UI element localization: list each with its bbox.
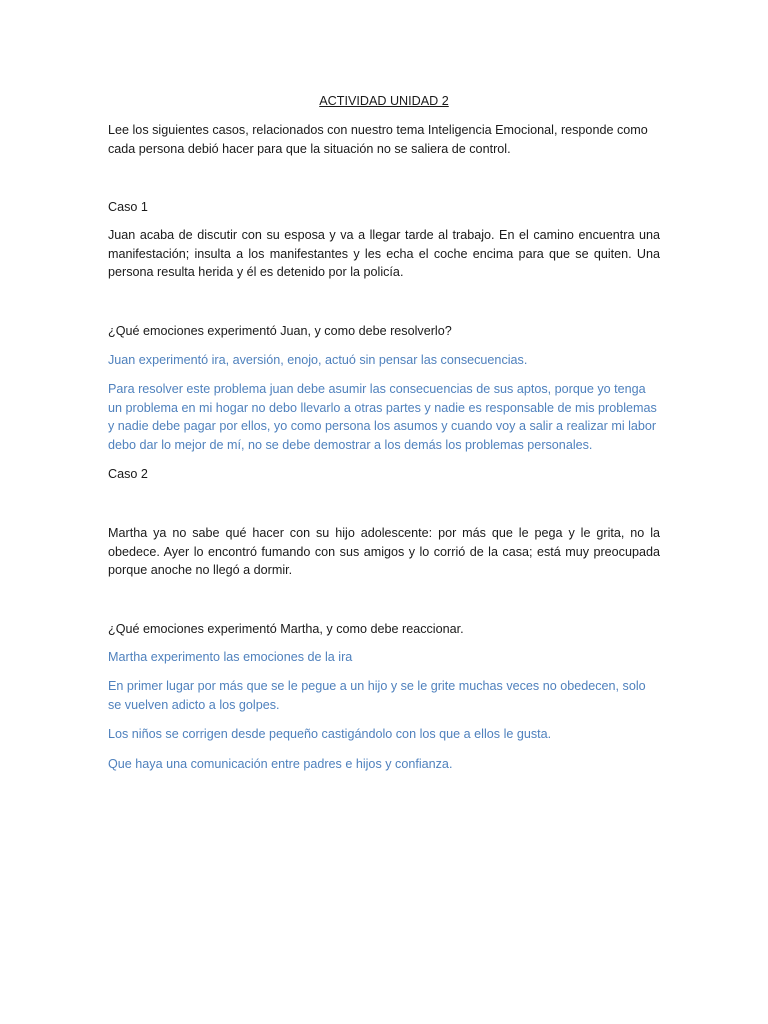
case1-heading: Caso 1 [108,200,148,214]
case2-answer-1: Martha experimento las emociones de la ira [108,650,353,664]
case2-answer-3: Los niños se corrigen desde pequeño castigándolo con los que a ellos le gusta. [108,727,552,741]
case2-answer-2: En primer lugar por más que se le pegue a un hijo y se le grite muchas veces no obedecen, solo se vuelven adicto a los golpes. [108,679,646,712]
case1-answer-2: Para resolver este problema juan debe asumir las consecuencias de sus aptos, porque yo tenga un problema en mi hogar no debo llevarlo a otras partes y nadie es responsable de mis problemas y nadie debe pagar por ellos, yo como persona los asumos y cuando voy a salir a realizar mi labor debo dar lo mejor de mí, no se debe demostrar a los demás los problemas personales. [108,382,657,452]
case2-text: Martha ya no sabe qué hacer con su hijo adolescente: por más que le pega y le grita, no la obedece. Ayer lo encontró fumando con sus amigos y lo corrió de la casa; está muy preocupada porque anoche no llegó a dormir. [108,526,660,577]
case2-answer-4: Que haya una comunicación entre padres e hijos y confianza. [108,757,453,771]
case2-heading: Caso 2 [108,467,148,481]
case1-answer-1: Juan experimentó ira, aversión, enojo, actuó sin pensar las consecuencias. [108,353,528,367]
document-title: ACTIVIDAD UNIDAD 2 [319,94,449,108]
case1-text: Juan acaba de discutir con su esposa y va a llegar tarde al trabajo. En el camino encuentra una manifestación; insulta a los manifestantes y les echa el coche encima para que se quiten. Una persona resulta herida y él es detenido por la policía. [108,228,660,279]
case1-question: ¿Qué emociones experimentó Juan, y como debe resolverlo? [108,324,452,338]
intro-paragraph: Lee los siguientes casos, relacionados con nuestro tema Inteligencia Emocional, responde como cada persona debió hacer para que la situación no se saliera de control. [108,123,648,156]
case2-question: ¿Qué emociones experimentó Martha, y como debe reaccionar. [108,622,464,636]
